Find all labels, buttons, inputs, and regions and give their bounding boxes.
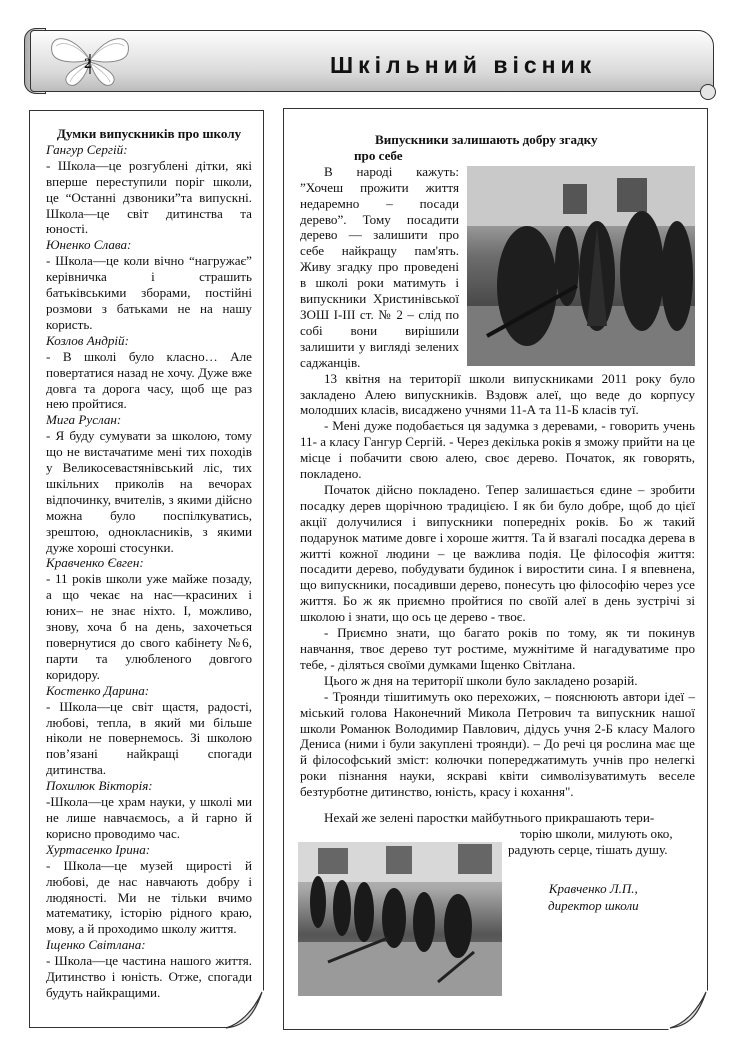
graduate-quote: - Школа—це розгублені дітки, які вперше переступили поріг школи, це “Останні дзвоники”та випускні. Школа—це світ дитинства та юності. xyxy=(46,157,252,237)
article-paragraph: - Троянди тішитимуть око перехожих, – пояснюють автори ідеї – міський голова Наконечний Микола Петрович та випускник нашої школи Романюк Володимир Павлович, дідусь учня 2-Б класу Малого Дениса (ними і були закуплені троянди). – До речі ця рослина має ще й філософський зміст: колючки попереджатимуть учнів про нелегкі роки пізнання науки, яскраві квіти символізуватимуть веселе безтурботне дитинство, юність, красу і кохання". xyxy=(300,688,695,800)
closing-line-3: радують серце, тішать душу. xyxy=(508,841,668,857)
graduate-name: Мига Руслан: xyxy=(46,412,122,428)
article-signature xyxy=(548,880,639,914)
tree-planting-photo xyxy=(467,166,695,366)
photo-illustration xyxy=(298,842,502,996)
graduate-quote: - Я буду сумувати за школою, тому що не вистачатиме мені тих походів у Великосевастянівський ліс, тих шкільних приколів на вечорах відпочинку, вчителів, з якими дійсно можна було поспілкуватись, зрештою, однокласників, з якими дуже хороші стосунки. xyxy=(46,428,252,555)
article-title xyxy=(300,132,695,164)
graduate-quote: -Школа—це храм науки, у школі ми не лише навчаємось, а й гарно й корисно проводимо час. xyxy=(46,794,252,841)
graduate-quote: - Школа—це частина нашого життя. Дитинство і юність. Отже, спогади будуть найкращими. xyxy=(46,953,252,1000)
graduate-quote: - Школа—це музей щирості й любові, де нас навчають добру і людяності. Ми не тільки вчимо математику, історію рідного краю, мову, а й проходимо школу життя. xyxy=(46,857,252,937)
author-role: директор школи xyxy=(548,898,639,913)
author-name: Кравченко Л.П., xyxy=(548,881,638,896)
graduate-quote: - В школі було класно… Але повертатися назад не хочу. Дуже вже довга та дорога часу, щоб ще раз нею пройтися. xyxy=(46,348,252,412)
article-title-line2: про себе xyxy=(354,147,403,163)
banner-scroll-curl-right xyxy=(700,84,716,100)
graduate-name: Іщенко Світлана: xyxy=(46,937,146,953)
page-curl-right-column xyxy=(668,990,708,1030)
photo-illustration xyxy=(467,166,695,366)
article-paragraph: В народі кажуть: ”Хочеш прожити життя недаремно – посади дерево”. Тому посадити дерево — залишити про себе найкращу пам'ять. Живу згадку про проведені в школі роки матимуть і випускники Христинівської ЗОШ І-ІІІ ст. № 2 – слід по собі вони вирішили залишити у вигляді зелених саджанців. xyxy=(300,163,459,370)
graduates-thoughts-column xyxy=(46,126,252,1001)
graduate-name: Козлов Андрій: xyxy=(46,332,129,348)
graduate-name: Похилюк Вікторія: xyxy=(46,778,153,794)
article-body xyxy=(300,132,695,800)
article-title-line1: Випускники залишають добру згадку xyxy=(375,132,598,147)
article-paragraph: Цього ж дня на території школи було закладено розарій. xyxy=(324,672,638,688)
graduate-name: Хуртасенко Ірина: xyxy=(46,841,151,857)
closing-line-1: Нехай же зелені паростки майбутнього прикрашають тери- xyxy=(324,810,655,825)
graduate-name: Юненко Слава: xyxy=(46,237,132,253)
article-paragraph: - Мені дуже подобається ця задумка з деревами, - говорить учень 11- а класу Гангур Сергій. - Через декілька років я зможу прийти на це місце і побачити свою алею, своє дерево. Початок, як говорять, покладено. xyxy=(300,418,695,482)
graduate-name: Гангур Сергій: xyxy=(46,141,128,157)
graduate-quote: - Школа—це коли вічно “нагружає” керівничка і страшить батьківськими зборами, постійні розмови з батьками не на нашу користь. xyxy=(46,253,252,332)
article-paragraph: - Приємно знати, що багато років по тому, як ти покинув навчання, твоє дерево тут ростиме, мужнітиме й нагадуватиме про тебе, - діляться своїми думками Іщенко Світлана. xyxy=(300,625,695,672)
graduate-quote: - Школа—це світ щастя, радості, любові, тепла, в який ми більше ніколи не повернемось. Зі школою пов’язані найкращі спогади дитинства. xyxy=(46,698,252,778)
page-number: 2 xyxy=(84,56,92,72)
graduate-name: Костенко Дарина: xyxy=(46,682,150,698)
article-paragraph: Початок дійсно покладено. Тепер залишається єдине – зробити посадку дерев щорічною традицією. І як би було добре, щоб до цієї акції долучилися і випускники попередніх років. Бо ж такий подарунок матиме довге і хороше життя. Та й взагалі посадка дерева в житті кожної людини – це важлива подія. Це філософія життя: посадити дерево, побудувати будинок і виростити сина. І я впевнена, що випускники, посадивши дерево, понесуть цю філософію через усе життя. Бо ж як приємно пройтися по своїй алеї в день зустрічі зі школою і знати, що ось це дерево - твоє. xyxy=(300,481,695,625)
newspaper-title: Шкільний вісник xyxy=(330,52,597,78)
graduate-quote: - 11 років школи уже майже позаду, а що чекає на нас—красиних і юних– не знає ніхто. І, можливо, знову, хоча б на день, захочеться повернутися до свого кабінету №6, парти та улюбленого довгого коридору. xyxy=(46,571,252,682)
graduate-name: Кравченко Євген: xyxy=(46,555,144,571)
students-planting-photo xyxy=(298,842,502,996)
article-paragraph: 13 квітня на території школи випускниками 2011 року було закладено Алею випускників. Вздовж алеї, що веде до корпусу молодших класів, висаджено учнями 11-А та 11-Б класів туї. xyxy=(300,370,695,418)
closing-line-2: торію школи, милують око, xyxy=(520,825,673,841)
left-column-heading: Думки випускників про школу xyxy=(56,126,242,141)
